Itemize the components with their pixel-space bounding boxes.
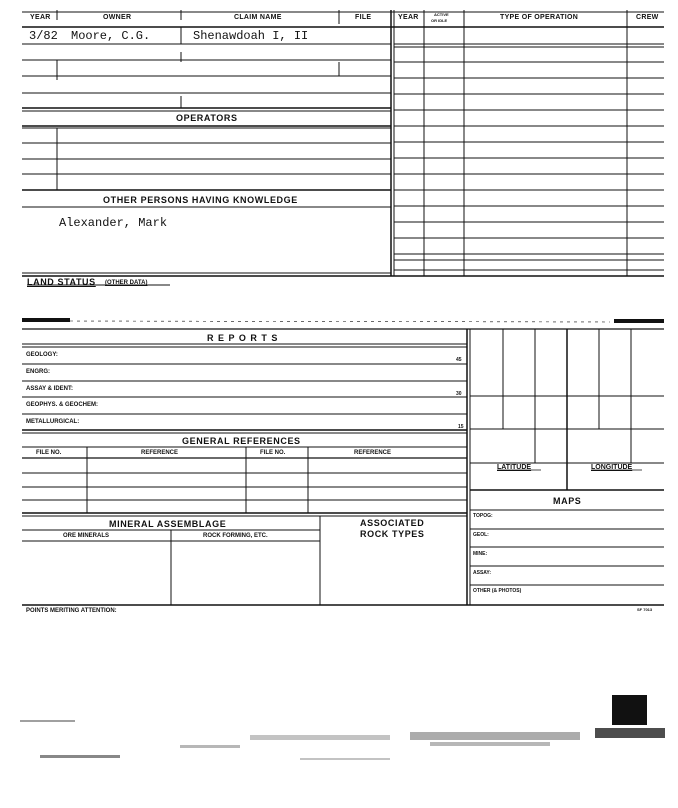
file-header: FILE <box>355 14 372 21</box>
associated-heading-line2: ROCK TYPES <box>360 529 425 539</box>
owner-header: OWNER <box>103 14 132 21</box>
latitude-label: LATITUDE <box>497 464 532 471</box>
map-row-mine: MINE: <box>473 551 488 557</box>
rock-forming-header: ROCK FORMING, ETC. <box>203 533 268 539</box>
year-header: YEAR <box>30 14 51 21</box>
maps-heading: MAPS <box>553 496 582 506</box>
report-num-geology: 45 <box>456 357 462 363</box>
ore-minerals-header: ORE MINERALS <box>63 533 110 539</box>
report-row-metallurgical: METALLURGICAL: <box>26 419 80 425</box>
longitude-label: LONGITUDE <box>591 464 633 471</box>
points-meriting-label: POINTS MERITING ATTENTION: <box>26 608 117 614</box>
associated-heading-line1: ASSOCIATED <box>360 518 425 528</box>
entry-year: 3/82 <box>29 29 58 43</box>
reference-header: REFERENCE <box>141 450 179 456</box>
map-row-other: OTHER (& PHOTOS) <box>473 588 522 594</box>
operators-heading: OPERATORS <box>176 113 238 123</box>
map-row-topog: TOPOG: <box>473 513 493 519</box>
crew-header: CREW <box>636 14 659 21</box>
report-row-geophys: GEOPHYS. & GEOCHEM: <box>26 402 99 408</box>
year-right-header: YEAR <box>398 14 419 21</box>
report-num-metallurgical: 15 <box>458 424 464 430</box>
scan-noise <box>20 695 665 760</box>
active-header-line1: ACTIVE <box>434 12 449 17</box>
report-num-assay: 30 <box>456 391 462 397</box>
other-person-entry: Alexander, Mark <box>59 216 168 230</box>
entry-claim-name: Shenawdoah I, II <box>193 29 309 43</box>
map-row-assay: ASSAY: <box>473 570 492 576</box>
land-status-heading: LAND STATUS <box>27 277 96 287</box>
map-row-geol: GEOL: <box>473 532 489 538</box>
active-header-line2: OR IDLE <box>431 18 448 23</box>
entry-owner: Moore, C.G. <box>71 29 151 43</box>
mineral-assemblage-heading: MINERAL ASSEMBLAGE <box>109 519 227 529</box>
report-row-engrg: ENGRG: <box>26 369 50 375</box>
type-of-operation-header: TYPE OF OPERATION <box>500 14 579 21</box>
land-status-sub: (OTHER DATA) <box>105 280 148 286</box>
file-no-header-2: FILE NO. <box>260 450 286 456</box>
form-code: SF 7013 <box>637 607 653 612</box>
report-row-assay: ASSAY & IDENT: <box>26 386 74 392</box>
reference-header-2: REFERENCE <box>354 450 392 456</box>
other-persons-heading: OTHER PERSONS HAVING KNOWLEDGE <box>103 195 298 205</box>
claim-name-header: CLAIM NAME <box>234 14 282 21</box>
file-no-header: FILE NO. <box>36 450 62 456</box>
report-row-geology: GEOLOGY: <box>26 352 58 358</box>
reports-title: R E P O R T S <box>207 333 279 343</box>
general-references-heading: GENERAL REFERENCES <box>182 436 301 446</box>
